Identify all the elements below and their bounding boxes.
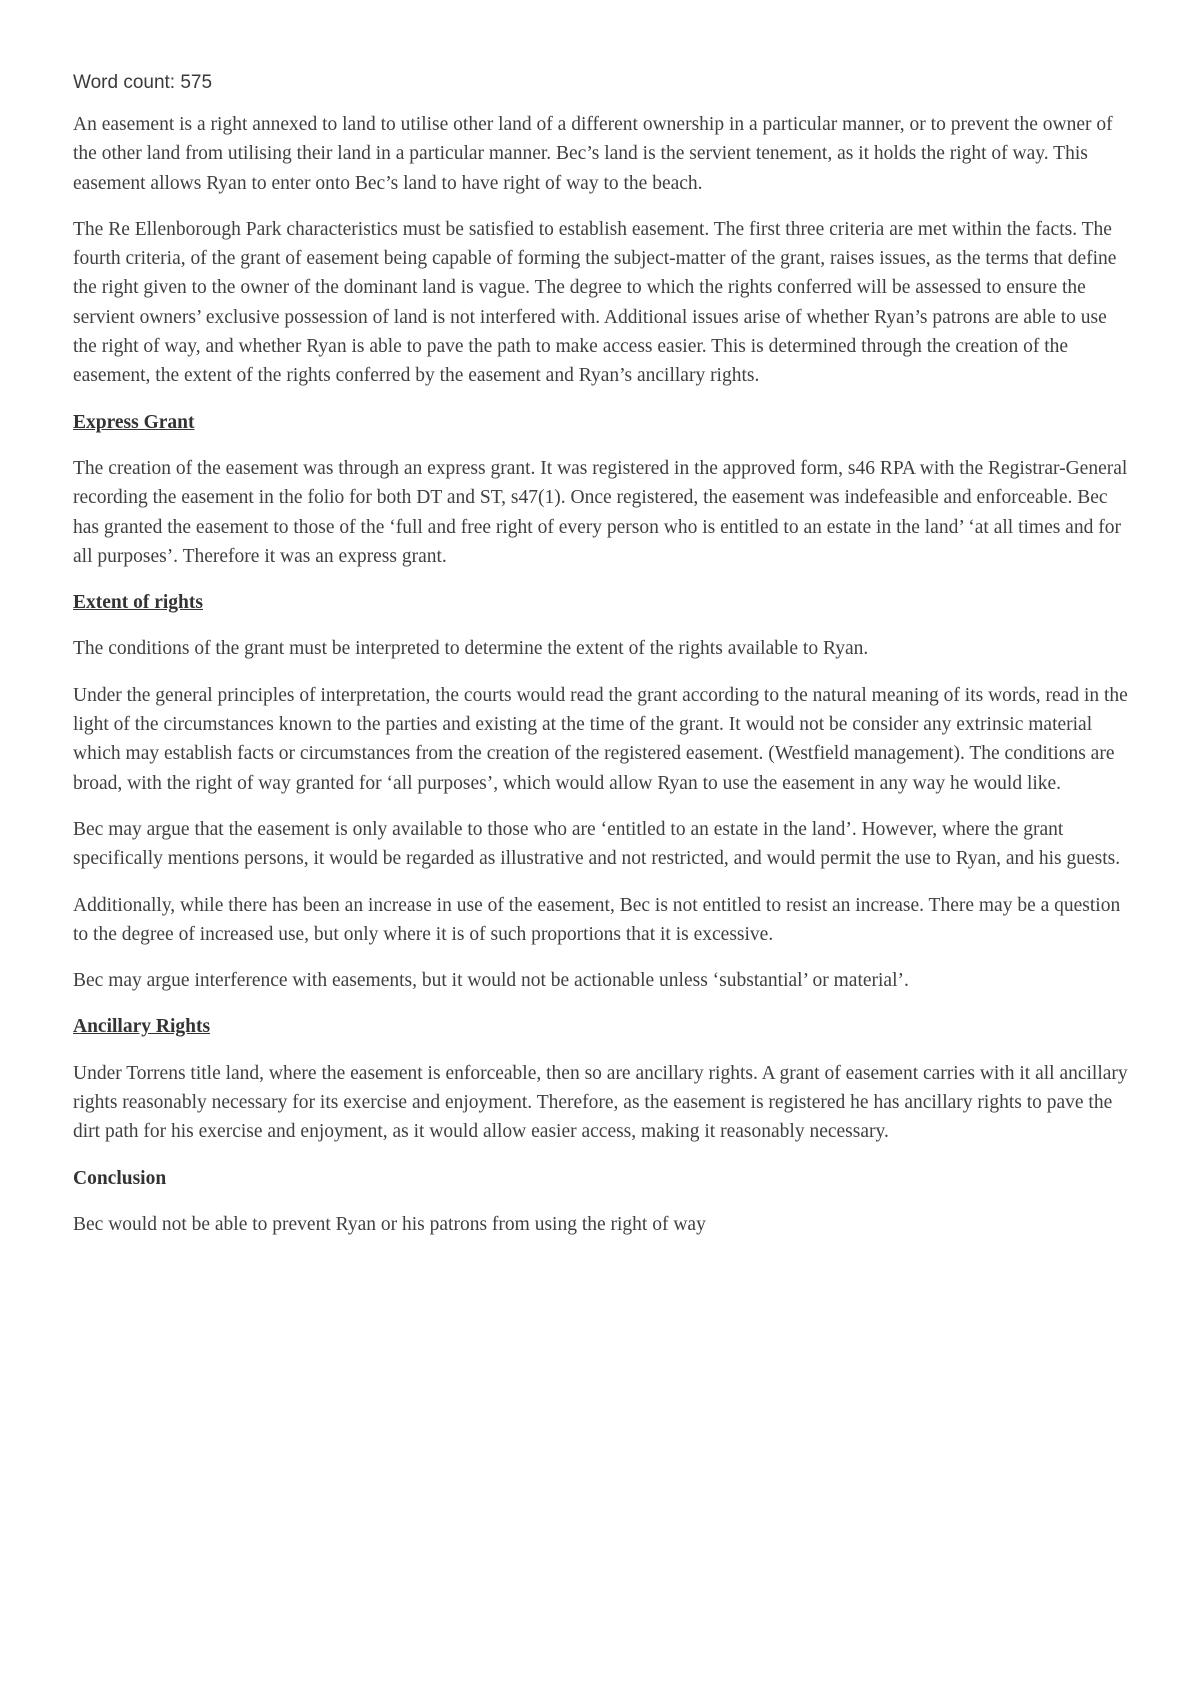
document-page xyxy=(73,70,1135,1256)
extent-of-rights-paragraph: The conditions of the grant must be interpreted to determine the extent of the rights available to Ryan. xyxy=(73,638,869,660)
section-heading-conclusion: Conclusion xyxy=(73,1167,167,1189)
ancillary-rights-paragraph: Under Torrens title land, where the easement is enforceable, then so are ancillary rights. A grant of easement carries with it all ancillary rights reasonably necessary for its exercise and enjoyment. Therefore, as the easement is registered he has ancillary rights to pave the dirt path for his exercise and enjoyment, as it would allow easier access, making it reasonably necessary. xyxy=(73,1062,1128,1143)
word-count: Word count: 575 xyxy=(73,72,213,93)
extent-of-rights-paragraph: Bec may argue interference with easements, but it would not be actionable unless ‘substantial’ or material’. xyxy=(73,970,909,992)
conclusion-paragraph: Bec would not be able to prevent Ryan or his patrons from using the right of way xyxy=(73,1213,706,1235)
extent-of-rights-paragraph: Bec may argue that the easement is only available to those who are ‘entitled to an estate in the land’. However, where the grant specifically mentions persons, it would be regarded as illustrative and not restricted, and would permit the use to Ryan, and his guests. xyxy=(73,818,1121,870)
extent-of-rights-paragraph: Additionally, while there has been an increase in use of the easement, Bec is not entitled to resist an increase. There may be a question to the degree of increased use, but only where it is of such proportions that it is excessive. xyxy=(73,894,1121,945)
section-heading-express-grant: Express Grant xyxy=(73,411,195,433)
express-grant-paragraph: The creation of the easement was through an express grant. It was registered in the approved form, s46 RPA with the Registrar-General recording the easement in the folio for both DT and ST, s47(1). Once registered, the easement was indefeasible and enforceable. Bec has granted the easement to those of the ‘full and free right of every person who is entitled to an estate in the land’ ‘at all times and for all purposes’. Therefore it was an express grant. xyxy=(73,457,1128,567)
extent-of-rights-paragraph: Under the general principles of interpretation, the courts would read the grant according to the natural meaning of its words, read in the light of the circumstances known to the parties and existing at the time of the grant. It would not be consider any extrinsic material which may establish facts or circumstances from the creation of the registered easement. (Westfield management). The conditions are broad, with the right of way granted for ‘all purposes’, which would allow Ryan to use the easement in any way he would like. xyxy=(73,684,1128,794)
section-heading-ancillary-rights: Ancillary Rights xyxy=(73,1016,211,1038)
intro-paragraph: An easement is a right annexed to land to utilise other land of a different ownership in a particular manner, or to prevent the owner of the other land from utilising their land in a particular manner. Bec’s land is the servient tenement, as it holds the right of way. This easement allows Ryan to enter onto Bec’s land to have right of way to the beach. xyxy=(73,114,1113,194)
intro-paragraph: The Re Ellenborough Park characteristics must be satisfied to establish easement. The first three criteria are met within the facts. The fourth criteria, of the grant of easement being capable of forming the subject-matter of the grant, raises issues, as the terms that define the right given to the owner of the dominant land is vague. The degree to which the rights conferred will be assessed to ensure the servient owners’ exclusive possession of land is not interfered with. Additional issues arise of whether Ryan’s patrons are able to use the right of way, and whether Ryan is able to pave the path to make access easier. This is determined through the creation of the easement, the extent of the rights conferred by the easement and Ryan’s ancillary rights. xyxy=(73,218,1117,387)
section-heading-extent-of-rights: Extent of rights xyxy=(73,592,203,614)
